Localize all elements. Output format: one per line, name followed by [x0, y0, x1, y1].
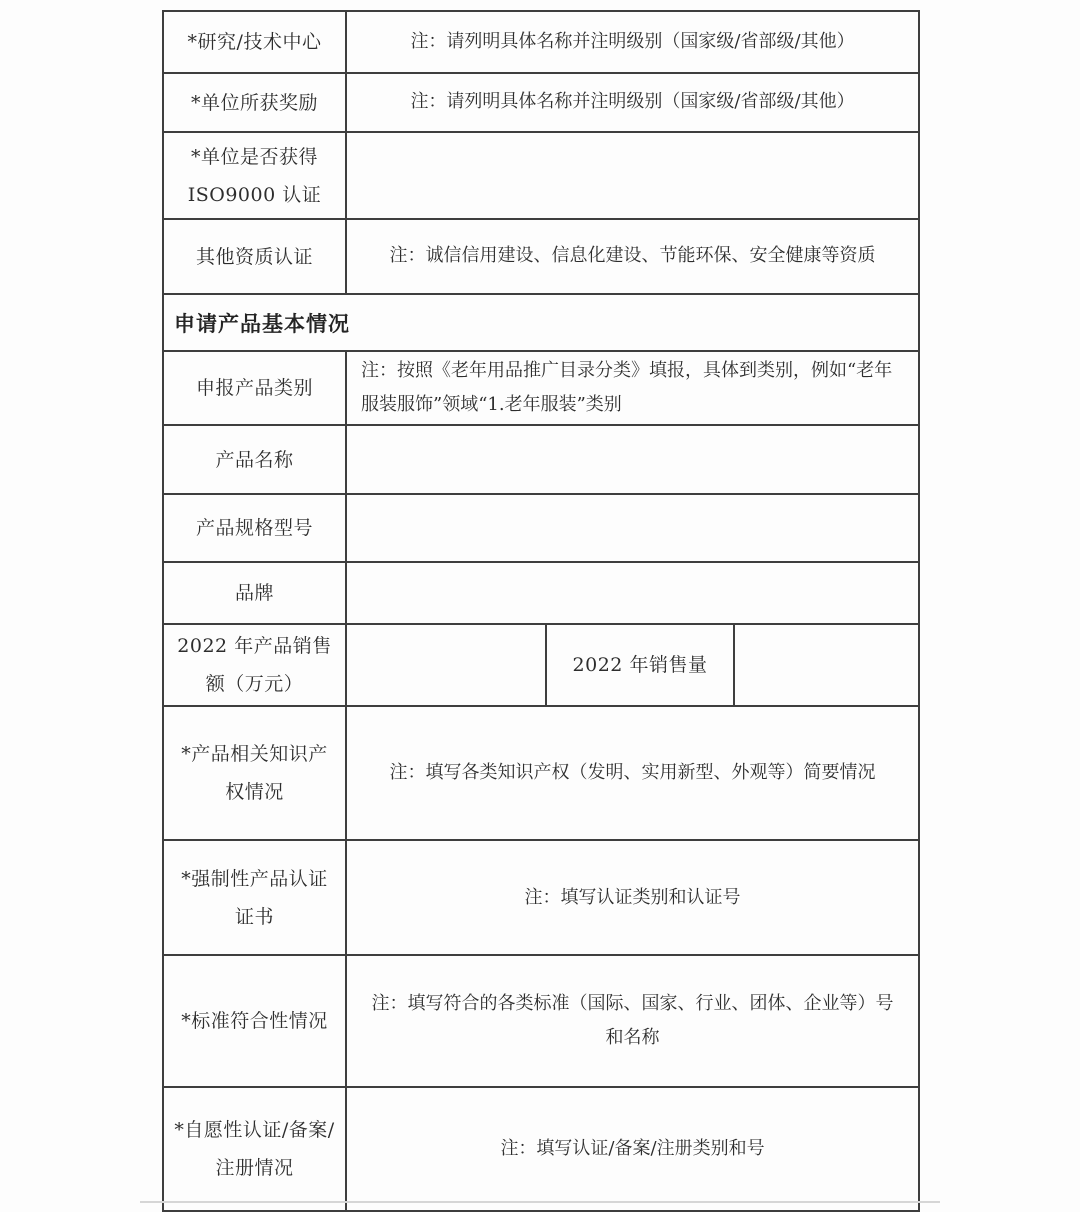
- application-form-table: [162, 10, 920, 1212]
- row-label-standard-compliance: *标准符合性情况: [163, 955, 346, 1087]
- scan-artifact-line: [140, 1201, 940, 1203]
- row-label-research-center: *研究/技术中心: [163, 11, 346, 73]
- row-label-2022-sales-amount: 2022 年产品销售额（万元）: [163, 624, 346, 706]
- row-note-other-qualifications: 注：诚信信用建设、信息化建设、节能环保、安全健康等资质: [346, 219, 919, 294]
- table-row-compulsory-certification: [163, 840, 919, 955]
- row-note-ip-status: 注：填写各类知识产权（发明、实用新型、外观等）简要情况: [346, 706, 919, 840]
- row-note-unit-awards: 注：请列明具体名称并注明级别（国家级/省部级/其他）: [346, 73, 919, 132]
- row-note-research-center: 注：请列明具体名称并注明级别（国家级/省部级/其他）: [346, 11, 919, 73]
- row-note-compulsory-certification: 注：填写认证类别和认证号: [346, 840, 919, 955]
- row-note-product-category: 注：按照《老年用品推广目录分类》填报，具体到类别，例如“老年服装服饰”领域“1.老年服装”类别: [346, 351, 919, 425]
- row-label-unit-awards: *单位所获奖励: [163, 73, 346, 132]
- row-label-voluntary-certification: *自愿性认证/备案/注册情况: [163, 1087, 346, 1211]
- row-label-product-name: 产品名称: [163, 425, 346, 494]
- row-note-voluntary-certification: 注：填写认证/备案/注册类别和号: [346, 1087, 919, 1211]
- row-input-product-name: [346, 425, 919, 494]
- row-label-ip-status: *产品相关知识产权情况: [163, 706, 346, 840]
- row-label-other-qualifications: 其他资质认证: [163, 219, 346, 294]
- row-label-iso9000: *单位是否获得 ISO9000 认证: [163, 132, 346, 219]
- section-header-row: [163, 294, 919, 351]
- table-row-product-name: [163, 425, 919, 494]
- table-row-product-spec-model: [163, 494, 919, 562]
- table-row-other-qualifications: [163, 219, 919, 294]
- section-header-product-basic-info: 申请产品基本情况: [163, 294, 919, 351]
- row-input-brand: [346, 562, 919, 624]
- row-label-product-category: 申报产品类别: [163, 351, 346, 425]
- table-row-voluntary-certification: [163, 1087, 919, 1211]
- table-row-ip-status: [163, 706, 919, 840]
- table-row-iso9000: [163, 132, 919, 219]
- row-note-standard-compliance: 注：填写符合的各类标准（国际、国家、行业、团体、企业等）号和名称: [346, 955, 919, 1087]
- table-row-product-category: [163, 351, 919, 425]
- table-row-2022-sales: [163, 624, 919, 706]
- table-row-unit-awards: [163, 73, 919, 132]
- row-input-2022-sales-amount: [346, 624, 546, 706]
- row-label-compulsory-certification: *强制性产品认证证书: [163, 840, 346, 955]
- table-row-research-center: [163, 11, 919, 73]
- row-input-iso9000: [346, 132, 919, 219]
- row-input-product-spec-model: [346, 494, 919, 562]
- row-label-product-spec-model: 产品规格型号: [163, 494, 346, 562]
- table-row-standard-compliance: [163, 955, 919, 1087]
- row-label-2022-sales-volume: 2022 年销售量: [546, 624, 734, 706]
- table-row-brand: [163, 562, 919, 624]
- row-input-2022-sales-volume: [734, 624, 919, 706]
- row-label-brand: 品牌: [163, 562, 346, 624]
